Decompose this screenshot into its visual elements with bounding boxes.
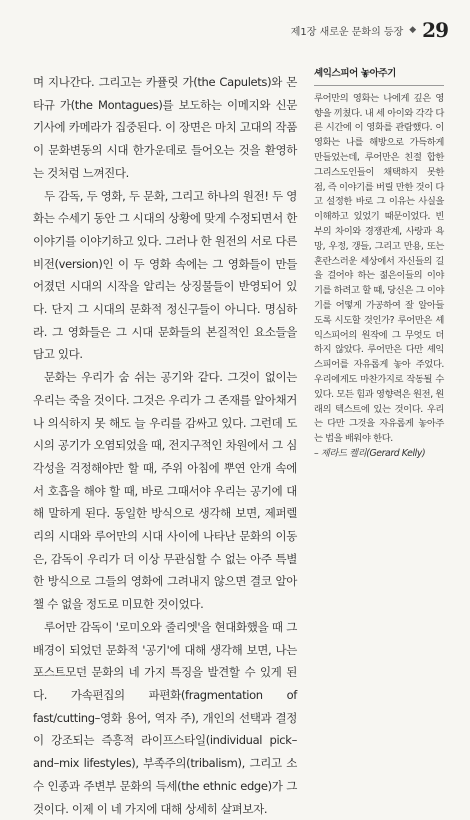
sidebar-author: – 제라드 켈리(Gerard Kelly) xyxy=(314,447,426,459)
paragraph: 며 지나간다. 그리고는 카퓰릿 가(the Capulets)와 몬타규 가(the Montagues)를 보도하는 이메지와 신문 기사에 카메라가 집중된다. 이 장면은 마치 고대의 작품이 문화변동의 시대 한가운데로 들어오는 것을 환영하는 것처럼 느껴진다. xyxy=(33,75,297,180)
sidebar-title: 셰익스피어 놓아주기 xyxy=(314,67,444,86)
diamond-icon: ◆ xyxy=(409,25,417,35)
paragraph: 루어만 감독이 '로미오와 줄리엣'을 현대화했을 때 그 배경이 되었던 문화적 '공기'에 대해 생각해 보면, 나는 포스트모던 문화의 네 가지 특징을 발견할 수 있게 된다. 가속편집의 파편화(fragmentation of fast/cutting–영화 용어, 역자 주), 개인의 선택과 결정이 강조되는 즉흥적 라이프스타일(individual pick–and–mix lifestyles), 부족주의(tribalism), 그리고 소수 인종과 주변부 문화의 득세(the ethnic edge)가 그것이다. 이제 이 네 가지에 대해 상세히 살펴보자. xyxy=(33,619,297,816)
paragraph: 두 감독, 두 영화, 두 문화, 그리고 하나의 원전! 두 영화는 수세기 동안 그 시대의 상황에 맞게 수정되면서 한 이야기를 이야기하고 있다. 그러나 한 원전의 서로 다른 비전(version)인 이 두 영화 속에는 그 영화들이 만들어졌던 시대의 시작을 알리는 상징물들이 반영되어 있다. 단지 그 시대의 문화적 정신구들이 아니다. 명심하라. 그 영화들은 그 시대 문화들의 본질적인 요소들을 담고 있다. xyxy=(33,188,297,362)
chapter-title: 제1장 새로운 문화의 등장 xyxy=(290,26,404,38)
paragraph: 문화는 우리가 숨 쉬는 공기와 같다. 그것이 없이는 우리는 죽을 것이다. 그것은 우리가 그 존재를 알아채거나 의식하지 못 해도 늘 우리를 감싸고 있다. 그런데 도시의 공기가 오염되었을 때, 전지구적인 차원에서 그 심각성을 걱정해야만 할 때, 주위 아침에 뿌연 안개 속에서 호흡을 해야 할 때, 바로 그때서야 우리는 공기에 대해 말하게 된다. 동일한 방식으로 생각해 보면, 제퍼렐리의 시대와 루어만의 시대 사이에 나타난 문화의 이동은, 감독이 우리가 더 이상 무관심할 수 없는 아주 특별한 방식으로 그들의 영화에 그려내지 않으면 결코 알아챌 수 없을 정도로 미묘한 것이었다. xyxy=(33,370,297,612)
sidebar-body xyxy=(314,92,444,462)
sidebar-box xyxy=(314,67,444,462)
page-number: 29 xyxy=(422,18,448,42)
running-header xyxy=(291,18,448,42)
main-text xyxy=(33,71,297,820)
sidebar-text: 루어만의 영화는 나에게 깊은 영향을 끼쳤다. 내 세 아이와 각각 다른 시간에 이 영화를 관람했다. 이 영화는 나를 해방으로 가득하게 만들었는데, 루어만은 친절 합한 그리스도인들이 채택하지 못한 점, 즉 이야기를 버릴 만한 것이 다고 설정한 바로 그 이유는 사실을 이해하고 있었기 때문이었다. 빈부의 차이와 경쟁관계, 사랑과 욕망, 우정, 갱들, 그리고 만용, 또는 혼란스러운 세상에서 자신들의 길을 걸어야 하는 젊은이들의 이야기를 하려고 할 때, 당신은 그 이야기를 어떻게 가공하여 잘 알아들도록 시도할 것인가? 루어만은 셰익스피어의 원작에 그 무엇도 더하지 않았다. 루어만은 다만 셰익스피어를 자유롭게 놓아 주었다. 우리에게도 마찬가지로 작동될 수 있다. 모든 힘과 영향력은 원전, 원래의 텍스트에 있는 것이다. 우리는 다만 그것을 자유롭게 놓아주는 법을 배워야 한다. xyxy=(314,92,444,445)
